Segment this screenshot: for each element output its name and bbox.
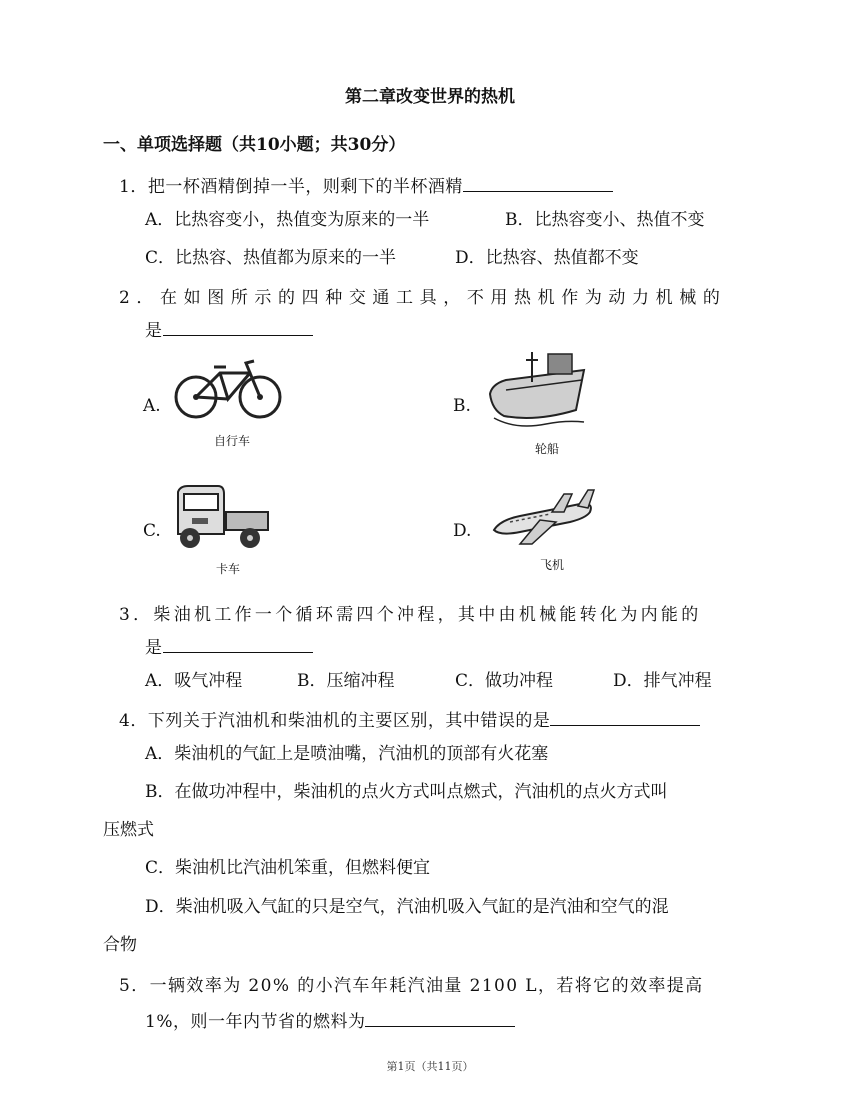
q2-caption-c: 卡车	[216, 562, 241, 576]
question-3-stem-line1: 3．柴油机工作一个循环需四个冲程，其中由机械能转化为内能的	[119, 605, 702, 625]
question-3-stem-line2	[145, 633, 313, 658]
q2-caption-d: 飞机	[540, 558, 565, 572]
q1-option-d: D．比热容、热值都不变	[455, 248, 639, 268]
page-footer: 第1页（共11页）	[386, 1060, 474, 1073]
bicycle-image	[172, 353, 284, 423]
q3-option-a: A．吸气冲程	[145, 671, 243, 691]
q2-caption-a: 自行车	[214, 434, 251, 448]
q1-option-b: B．比热容变小、热值不变	[505, 210, 705, 230]
q1-option-a: A．比热容变小，热值变为原来的一半	[145, 210, 430, 230]
question-2-stem-line2	[145, 316, 313, 341]
question-4-text: 4．下列关于汽油机和柴油机的主要区别，其中错误的是	[119, 711, 551, 731]
q4-option-b-line1: B．在做功冲程中，柴油机的点火方式叫点燃式，汽油机的点火方式叫	[145, 782, 668, 802]
q4-option-b-line2: 压燃式	[103, 820, 154, 840]
q4-option-d-line1: D．柴油机吸入气缸的只是空气，汽油机吸入气缸的是汽油和空气的混	[145, 897, 669, 917]
question-1-text: 1．把一杯酒精倒掉一半，则剩下的半杯酒精	[119, 177, 463, 197]
q2-option-d-label: D.	[453, 521, 472, 541]
question-5-text: 1%，则一年内节省的燃料为	[145, 1012, 366, 1032]
q4-option-d-line2: 合物	[103, 935, 137, 955]
q2-option-c-label: C.	[143, 521, 161, 541]
question-4-stem	[119, 706, 700, 731]
q3-option-d: D．排气冲程	[613, 671, 712, 691]
q1-option-c: C．比热容、热值都为原来的一半	[145, 248, 397, 268]
q4-option-c: C．柴油机比汽油机笨重，但燃料便宜	[145, 858, 431, 878]
question-3-text: 是	[145, 638, 163, 658]
truck-image	[172, 482, 272, 554]
question-2-stem-line1: 2．在如图所示的四种交通工具，不用热机作为动力机械的	[119, 288, 727, 308]
answer-blank[interactable]	[163, 318, 313, 336]
q3-option-c: C．做功冲程	[455, 671, 554, 691]
q2-caption-b: 轮船	[535, 442, 560, 456]
answer-blank[interactable]	[550, 708, 700, 726]
ship-image	[486, 350, 590, 434]
answer-blank[interactable]	[365, 1009, 515, 1027]
question-2-text: 是	[145, 321, 163, 341]
answer-blank[interactable]	[463, 174, 613, 192]
question-1-stem	[119, 172, 613, 197]
airplane-image	[490, 486, 598, 548]
question-5-stem-line2	[145, 1007, 515, 1032]
q2-option-a-label: A.	[143, 396, 161, 416]
section-heading: 一、单项选择题（共10小题；共30分）	[103, 135, 406, 155]
document-title: 第二章改变世界的热机	[345, 87, 515, 107]
q4-option-a: A．柴油机的气缸上是喷油嘴，汽油机的顶部有火花塞	[145, 744, 549, 764]
answer-blank[interactable]	[163, 635, 313, 653]
question-5-stem-line1: 5．一辆效率为 20% 的小汽车年耗汽油量 2100 L，若将它的效率提高	[119, 976, 704, 996]
q2-option-b-label: B.	[453, 396, 471, 416]
q3-option-b: B．压缩冲程	[297, 671, 395, 691]
